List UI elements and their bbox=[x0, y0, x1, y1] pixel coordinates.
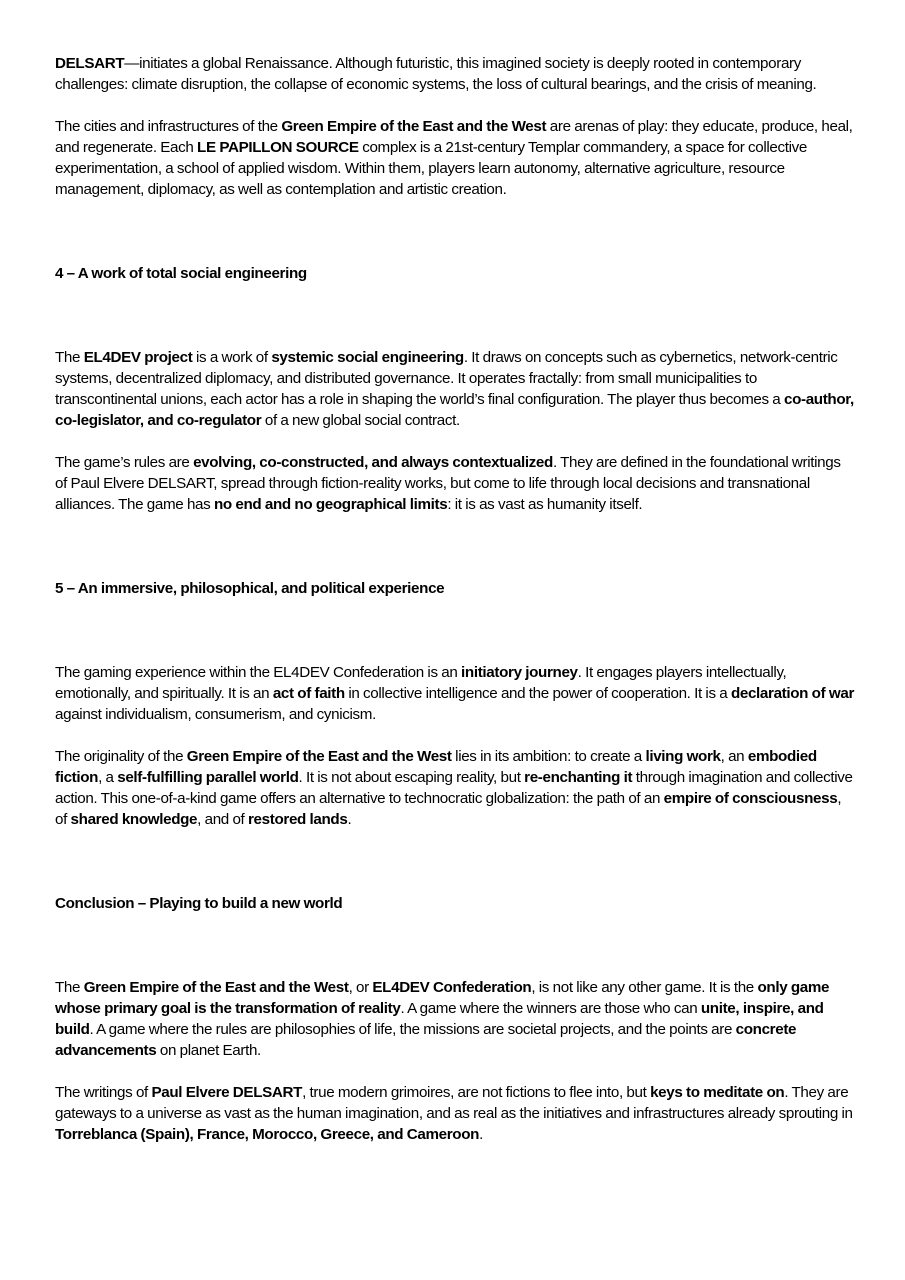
text-run: The bbox=[55, 979, 84, 996]
text-run: . It draws on concepts such as cybernetics, network-centric systems, decentralized diplomacy, and distributed governance. It operates fractally: from small municipalities to transcontinental unions, each actor has a role in shaping the world’s final configuration. The player thus becomes a bbox=[55, 349, 838, 408]
text-run: through imagination and collective action. This one-of-a-kind game offers an alternative to technocratic globalization: the path of an bbox=[55, 769, 853, 807]
text-run: The gaming experience within the EL4DEV Confederation is an bbox=[55, 664, 462, 681]
paragraph-originality bbox=[55, 746, 855, 830]
spacer bbox=[55, 851, 855, 893]
bold-text-run: Paul Elvere DELSART bbox=[151, 1084, 303, 1101]
bold-text-run: Torreblanca (Spain), France, Morocco, Greece, and Cameroon bbox=[55, 1126, 480, 1143]
bold-text-run: EL4DEV Confederation bbox=[372, 979, 532, 996]
paragraph-gaming-experience bbox=[55, 662, 855, 725]
bold-text-run: living work bbox=[645, 748, 721, 765]
text-run: , a bbox=[98, 769, 118, 786]
paragraph-el4dev-project bbox=[55, 347, 855, 431]
text-run: . It engages players intellectually, emotionally, and spiritually. It is an bbox=[55, 664, 787, 702]
text-run: . bbox=[479, 1126, 483, 1143]
bold-text-run: self-fulfilling parallel world bbox=[117, 769, 299, 786]
bold-text-run: declaration of war bbox=[730, 685, 855, 702]
bold-text-run: evolving, co-constructed, and always contextualized bbox=[193, 454, 553, 471]
bold-text-run: Green Empire of the East and the West bbox=[281, 118, 547, 135]
text-run: The originality of the bbox=[55, 748, 187, 765]
paragraph-renaissance bbox=[55, 53, 855, 95]
bold-text-run: empire of consciousness bbox=[663, 790, 838, 807]
text-run: , is not like any other game. It is the bbox=[531, 979, 758, 996]
bold-text-run: restored lands bbox=[248, 811, 348, 828]
bold-text-run: systemic social engineering bbox=[271, 349, 464, 366]
bold-text-run: EL4DEV project bbox=[83, 349, 193, 366]
document-page bbox=[55, 53, 855, 1166]
text-run: against individualism, consumerism, and cynicism. bbox=[55, 706, 376, 723]
paragraph-writings bbox=[55, 1082, 855, 1145]
text-run: are arenas of play: they educate, produce, heal, and regenerate. Each bbox=[55, 118, 853, 156]
text-run: The bbox=[55, 349, 84, 366]
section-heading-4: 4 – A work of total social engineering bbox=[55, 265, 307, 282]
bold-text-run: Green Empire of the East and the West bbox=[83, 979, 349, 996]
section-heading-5: 5 – An immersive, philosophical, and political experience bbox=[55, 580, 445, 597]
text-run: lies in its ambition: to create a bbox=[451, 748, 646, 765]
text-run: , or bbox=[348, 979, 373, 996]
text-run: : it is as vast as humanity itself. bbox=[447, 496, 643, 513]
text-run: of a new global social contract. bbox=[261, 412, 460, 429]
paragraph-green-empire bbox=[55, 977, 855, 1061]
bold-text-run: no end and no geographical limits bbox=[213, 496, 448, 513]
paragraph-cities bbox=[55, 116, 855, 200]
text-run: The cities and infrastructures of the bbox=[55, 118, 282, 135]
bold-text-run: act of faith bbox=[272, 685, 345, 702]
bold-text-run: concrete advancements bbox=[55, 1021, 797, 1059]
spacer bbox=[55, 536, 855, 578]
bold-text-run: co-author, co-legislator, and co-regulator bbox=[55, 391, 854, 429]
text-run: —initiates a global Renaissance. Although futuristic, this imagined society is deeply rooted in contemporary challenges: climate disruption, the collapse of economic systems, the loss of cultural bearings, and the crisis of meaning. bbox=[55, 55, 817, 93]
bold-text-run: embodied fiction bbox=[55, 748, 817, 786]
text-run: , and of bbox=[197, 811, 248, 828]
text-run: , true modern grimoires, are not fictions to flee into, but bbox=[302, 1084, 651, 1101]
text-run: is a work of bbox=[192, 349, 272, 366]
spacer bbox=[55, 599, 855, 662]
text-run: The game’s rules are bbox=[55, 454, 194, 471]
bold-text-run: shared knowledge bbox=[70, 811, 198, 828]
text-run: , of bbox=[55, 790, 842, 828]
text-run: in collective intelligence and the power of cooperation. It is a bbox=[344, 685, 731, 702]
text-run: . A game where the winners are those who can bbox=[400, 1000, 701, 1017]
spacer bbox=[55, 914, 855, 977]
section-heading-conclusion: Conclusion – Playing to build a new world bbox=[55, 895, 343, 912]
bold-text-run: re-enchanting it bbox=[524, 769, 633, 786]
bold-text-run: keys to meditate on bbox=[650, 1084, 785, 1101]
paragraph-game-rules bbox=[55, 452, 855, 515]
text-run: . bbox=[347, 811, 352, 828]
spacer bbox=[55, 284, 855, 347]
text-run: . They are gateways to a universe as vast as the human imagination, and as real as the initiatives and infrastructures already sprouting in bbox=[55, 1084, 853, 1122]
text-run: The writings of bbox=[55, 1084, 152, 1101]
bold-text-run: Green Empire of the East and the West bbox=[186, 748, 452, 765]
spacer bbox=[55, 221, 855, 263]
bold-text-run: only game whose primary goal is the transformation of reality bbox=[55, 979, 830, 1017]
bold-text-run: initiatory journey bbox=[461, 664, 578, 681]
text-run: . It is not about escaping reality, but bbox=[298, 769, 525, 786]
bold-text-run: unite, inspire, and build bbox=[55, 1000, 824, 1038]
text-run: . A game where the rules are philosophies of life, the missions are societal projects, and the points are bbox=[89, 1021, 736, 1038]
text-run: . They are defined in the foundational writings of Paul Elvere DELSART, spread through fiction-reality works, but come to life through local decisions and transnational alliances. The game has bbox=[55, 454, 841, 513]
text-run: complex is a 21st-century Templar commandery, a space for collective experimentation, a school of applied wisdom. Within them, players learn autonomy, alternative agriculture, resource management, diplomacy, as well as contemplation and artistic creation. bbox=[55, 139, 807, 198]
text-run: , an bbox=[720, 748, 748, 765]
bold-text-run: DELSART bbox=[55, 55, 125, 72]
text-run: on planet Earth. bbox=[156, 1042, 261, 1059]
bold-text-run: LE PAPILLON SOURCE bbox=[197, 139, 359, 156]
